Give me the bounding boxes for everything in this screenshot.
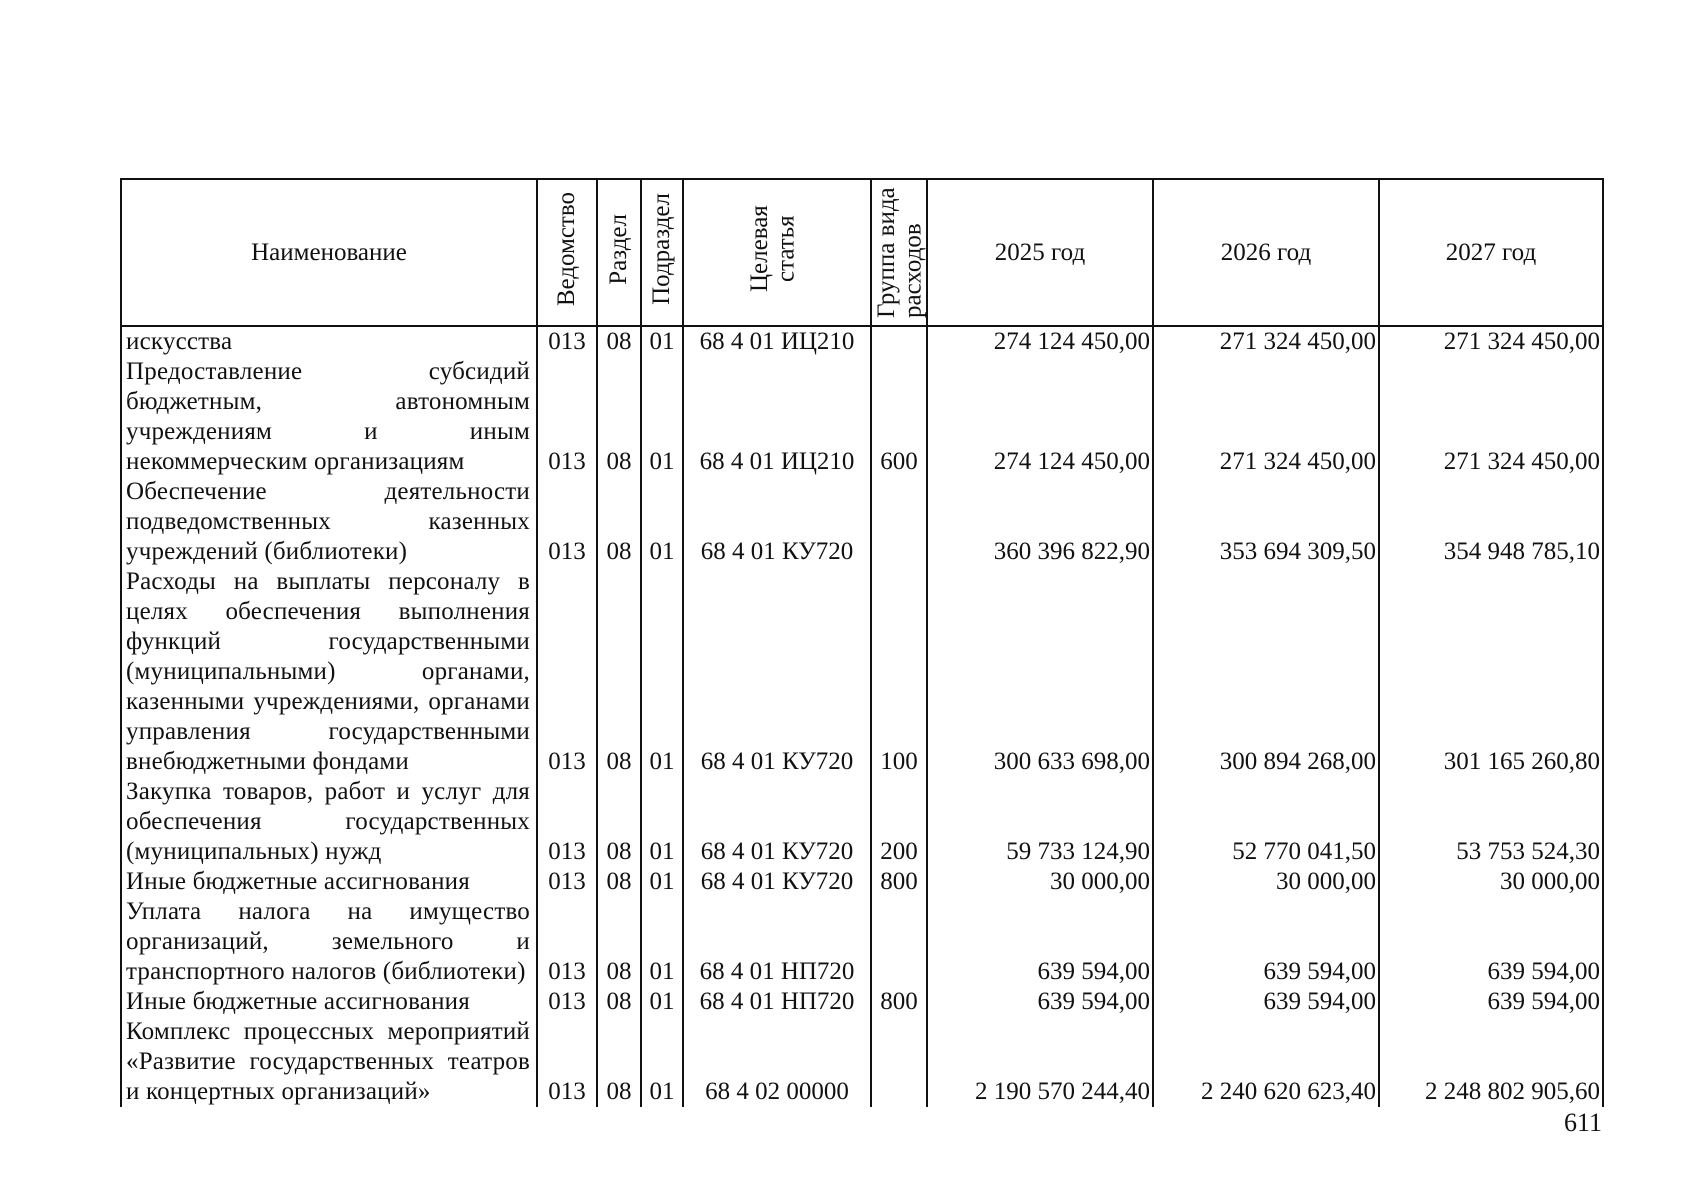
row-podrazdel: 01 [641, 567, 683, 777]
header-vedomstvo: Ведомство [537, 179, 597, 326]
row-gruppa [871, 1017, 927, 1107]
row-tselevaya-statya: 68 4 02 00000 [683, 1017, 871, 1107]
row-value-2026: 639 594,00 [1153, 897, 1379, 987]
row-value-2027: 271 324 450,00 [1379, 326, 1603, 357]
row-gruppa: 800 [871, 987, 927, 1017]
page-number: 611 [1563, 1108, 1602, 1137]
row-value-2027: 30 000,00 [1379, 867, 1603, 897]
row-value-2026: 271 324 450,00 [1153, 326, 1379, 357]
row-tselevaya-statya: 68 4 01 КУ720 [683, 567, 871, 777]
row-razdel: 08 [597, 357, 641, 477]
table-row [121, 867, 1603, 897]
row-name: Уплата налога на имущество организаций, земельного и транспортного налогов (библиотеки) [121, 897, 537, 987]
row-name: Иные бюджетные ассигнования [121, 867, 537, 897]
row-vedomstvo: 013 [537, 897, 597, 987]
row-name: искусства [121, 326, 537, 357]
row-podrazdel: 01 [641, 326, 683, 357]
row-tselevaya-statya: 68 4 01 НП720 [683, 987, 871, 1017]
row-value-2025: 360 396 822,90 [927, 477, 1153, 567]
table-row [121, 326, 1603, 357]
row-vedomstvo: 013 [537, 1017, 597, 1107]
row-tselevaya-statya: 68 4 01 КУ720 [683, 477, 871, 567]
row-razdel: 08 [597, 1017, 641, 1107]
row-podrazdel: 01 [641, 357, 683, 477]
header-name: Наименование [121, 179, 537, 326]
row-value-2026: 353 694 309,50 [1153, 477, 1379, 567]
row-name: Комплекс процессных мероприятий «Развитие государственных театров и концертных организаций» [121, 1017, 537, 1107]
row-vedomstvo: 013 [537, 777, 597, 867]
row-name: Иные бюджетные ассигнования [121, 987, 537, 1017]
row-razdel: 08 [597, 326, 641, 357]
header-tselevaya-statya: Целевая статья [683, 179, 871, 326]
header-podrazdel: Подраздел [641, 179, 683, 326]
row-gruppa [871, 477, 927, 567]
row-razdel: 08 [597, 567, 641, 777]
row-value-2026: 300 894 268,00 [1153, 567, 1379, 777]
row-tselevaya-statya: 68 4 01 ИЦ210 [683, 326, 871, 357]
row-tselevaya-statya: 68 4 01 КУ720 [683, 867, 871, 897]
table-row [121, 357, 1603, 477]
row-podrazdel: 01 [641, 867, 683, 897]
row-value-2026: 271 324 450,00 [1153, 357, 1379, 477]
row-value-2025: 274 124 450,00 [927, 357, 1153, 477]
row-podrazdel: 01 [641, 897, 683, 987]
row-podrazdel: 01 [641, 1017, 683, 1107]
row-tselevaya-statya: 68 4 01 ИЦ210 [683, 357, 871, 477]
row-value-2027: 354 948 785,10 [1379, 477, 1603, 567]
row-vedomstvo: 013 [537, 567, 597, 777]
row-value-2026: 30 000,00 [1153, 867, 1379, 897]
row-value-2025: 300 633 698,00 [927, 567, 1153, 777]
row-gruppa: 800 [871, 867, 927, 897]
row-razdel: 08 [597, 867, 641, 897]
budget-table [120, 178, 1604, 1107]
row-razdel: 08 [597, 477, 641, 567]
header-razdel: Раздел [597, 179, 641, 326]
table-row [121, 1017, 1603, 1107]
row-value-2027: 53 753 524,30 [1379, 777, 1603, 867]
row-vedomstvo: 013 [537, 477, 597, 567]
row-gruppa [871, 326, 927, 357]
row-value-2025: 639 594,00 [927, 987, 1153, 1017]
row-razdel: 08 [597, 897, 641, 987]
row-razdel: 08 [597, 777, 641, 867]
row-tselevaya-statya: 68 4 01 КУ720 [683, 777, 871, 867]
header-year-2027: 2027 год [1379, 179, 1603, 326]
row-name: Расходы на выплаты персоналу в целях обеспечения выполнения функций государственными (муниципальными) органами, казенными учреждениями, органами управления государственными внебюджетными фондами [121, 567, 537, 777]
row-value-2025: 274 124 450,00 [927, 326, 1153, 357]
row-podrazdel: 01 [641, 777, 683, 867]
table-body [121, 326, 1603, 1107]
row-value-2026: 52 770 041,50 [1153, 777, 1379, 867]
row-gruppa [871, 897, 927, 987]
row-value-2026: 2 240 620 623,40 [1153, 1017, 1379, 1107]
row-value-2027: 301 165 260,80 [1379, 567, 1603, 777]
table-row [121, 897, 1603, 987]
row-razdel: 08 [597, 987, 641, 1017]
table-row [121, 567, 1603, 777]
row-vedomstvo: 013 [537, 326, 597, 357]
row-podrazdel: 01 [641, 477, 683, 567]
header-year-2026: 2026 год [1153, 179, 1379, 326]
row-gruppa: 100 [871, 567, 927, 777]
table-row [121, 987, 1603, 1017]
row-value-2027: 639 594,00 [1379, 987, 1603, 1017]
row-value-2027: 639 594,00 [1379, 897, 1603, 987]
row-name: Закупка товаров, работ и услуг для обеспечения государственных (муниципальных) нужд [121, 777, 537, 867]
table-row [121, 777, 1603, 867]
row-name: Обеспечение деятельности подведомственных казенных учреждений (библиотеки) [121, 477, 537, 567]
row-gruppa: 600 [871, 357, 927, 477]
row-value-2026: 639 594,00 [1153, 987, 1379, 1017]
row-podrazdel: 01 [641, 987, 683, 1017]
row-value-2025: 59 733 124,90 [927, 777, 1153, 867]
row-value-2027: 2 248 802 905,60 [1379, 1017, 1603, 1107]
row-value-2025: 30 000,00 [927, 867, 1153, 897]
row-value-2027: 271 324 450,00 [1379, 357, 1603, 477]
row-vedomstvo: 013 [537, 987, 597, 1017]
row-vedomstvo: 013 [537, 357, 597, 477]
table-header [121, 179, 1603, 326]
header-gruppa-vida-rashodov: Группа вида расходов [871, 179, 927, 326]
row-value-2025: 2 190 570 244,40 [927, 1017, 1153, 1107]
header-year-2025: 2025 год [927, 179, 1153, 326]
row-value-2025: 639 594,00 [927, 897, 1153, 987]
row-gruppa: 200 [871, 777, 927, 867]
row-vedomstvo: 013 [537, 867, 597, 897]
row-tselevaya-statya: 68 4 01 НП720 [683, 897, 871, 987]
row-name: Предоставление субсидий бюджетным, автономным учреждениям и иным некоммерческим организациям [121, 357, 537, 477]
table-row [121, 477, 1603, 567]
